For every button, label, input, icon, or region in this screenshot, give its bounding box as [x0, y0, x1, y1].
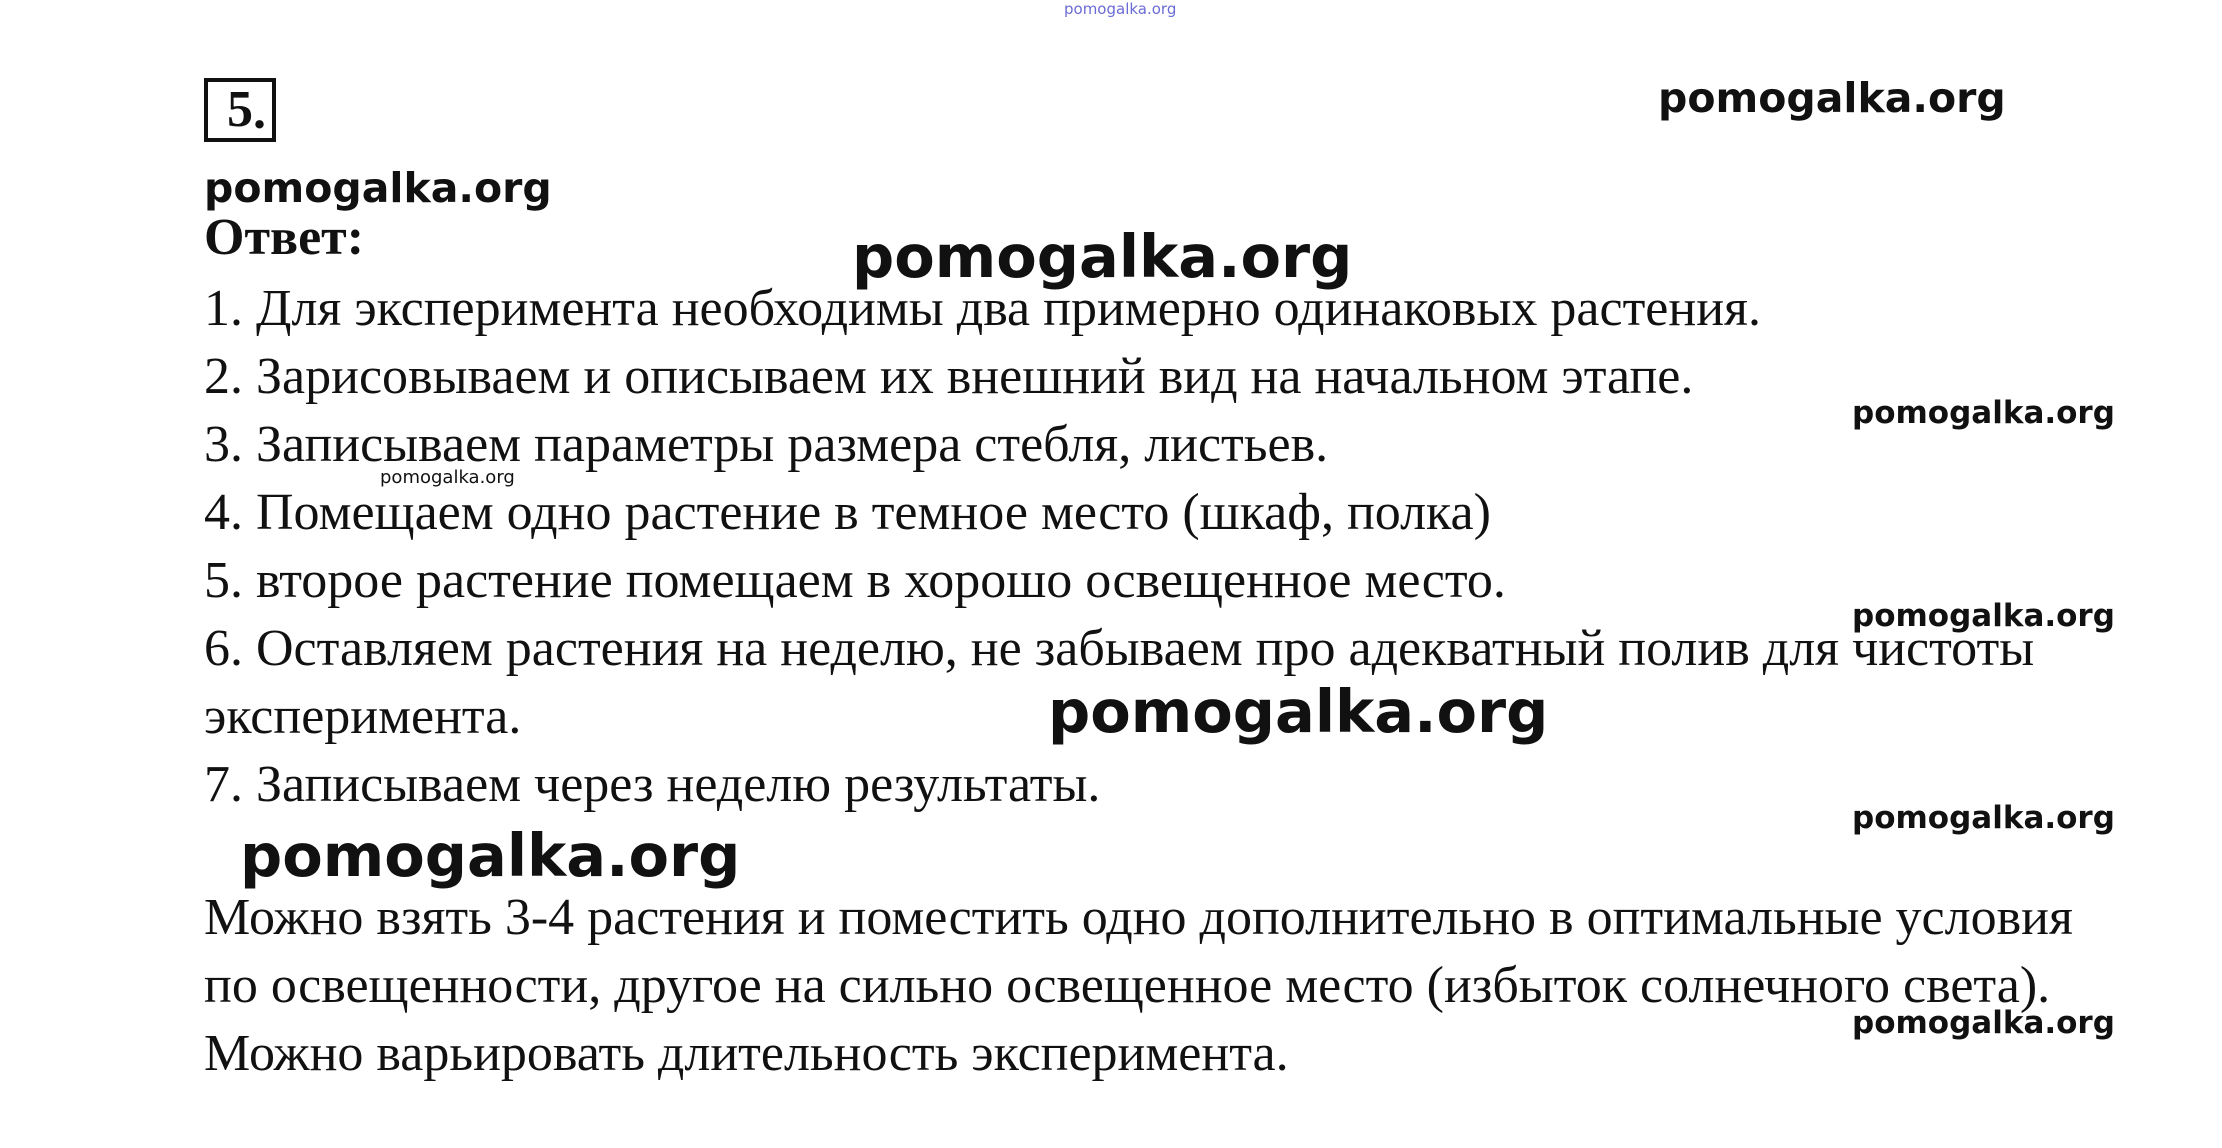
answer-item-6: 6. Оставляем растения на неделю, не забываем про адекватный полив для чистоты эксперимента. — [204, 620, 2035, 745]
watermark-top-right: pomogalka.org — [1658, 74, 2006, 122]
answer-item-4: 4. Помещаем одно растение в темное место (шкаф, полка) — [204, 484, 1491, 541]
answer-item-2: 2. Зарисовываем и описываем их внешний вид на начальном этапе. — [204, 348, 1694, 405]
watermark-big-3: pomogalka.org — [240, 821, 741, 890]
watermark-big-2: pomogalka.org — [1048, 677, 1549, 746]
answer-item-3: 3. Записываем параметры размера стебля, листьев. — [204, 416, 1329, 473]
answer-heading: Ответ: — [204, 209, 365, 266]
watermark-small-right-3: pomogalka.org — [1852, 800, 2115, 836]
watermark-small-right-4: pomogalka.org — [1852, 1005, 2115, 1041]
answer-note: Можно взять 3-4 растения и поместить одно дополнительно в оптимальные условия по освещенности, другое на сильно освещенное место (избыток солнечного света). Можно варьировать длительность эксперимента. — [204, 889, 2073, 1082]
answer-item-1: 1. Для эксперимента необходимы два примерно одинаковых растения. — [204, 280, 1761, 337]
task-number: 5 — [227, 81, 253, 138]
task-number-dot: . — [253, 83, 266, 140]
watermark-micro: pomogalka.org — [380, 467, 515, 488]
answer-item-7: 7. Записываем через неделю результаты. — [204, 756, 1101, 813]
watermark-small-right-2: pomogalka.org — [1852, 598, 2115, 634]
watermark-left: pomogalka.org — [204, 164, 552, 212]
answer-item-5: 5. второе растение помещаем в хорошо освещенное место. — [204, 552, 1506, 609]
watermark-tiny-top: pomogalka.org — [1064, 0, 1177, 18]
watermark-big-1: pomogalka.org — [852, 222, 1353, 291]
watermark-small-right-1: pomogalka.org — [1852, 395, 2115, 431]
